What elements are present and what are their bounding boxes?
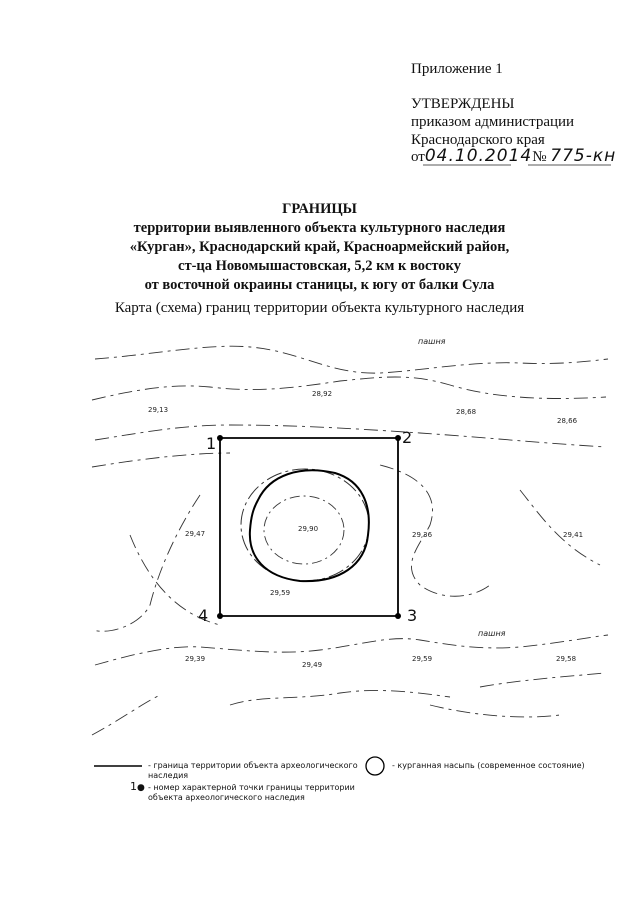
field-label-top: пашня [418,337,446,346]
elevation-mark: 29,59 [412,655,433,663]
boundary-point-1-label: 1 [206,434,217,453]
region-line: Краснодарского края [411,132,545,148]
handwritten-number: 775-кн [550,146,617,166]
legend-point-text-line1: - номер характерной точки границы территории [148,783,355,792]
map-subtitle: Карта (схема) границ территории объекта культурного наследия [114,300,525,316]
elevation-mark: 28,92 [312,390,333,398]
elevation-mark: 28,66 [557,417,578,425]
boundary-point-3-marker [395,613,401,619]
handwritten-date: 04.10.2014 [424,146,533,166]
field-label-right: пашня [478,629,506,638]
boundary-map [0,325,639,745]
legend-point-sample: 1● [130,780,145,793]
title-line-4: ст-ца Новомышастовская, 5,2 км к востоку [178,258,461,274]
legend-boundary-text [148,761,358,781]
contour-lines [92,346,608,735]
approved-label: УТВЕРЖДЕНЫ [411,96,515,112]
title-line-3: «Курган», Краснодарский край, Красноармейский район, [129,239,510,255]
boundary-point-3-label: 3 [407,606,418,625]
elevation-mark: 29,36 [412,531,433,539]
elevation-mark: 28,68 [456,408,477,416]
elevation-mark: 29,90 [298,525,319,533]
date-prefix: от [411,149,425,165]
legend-point-text-line2: объекта археологического наследия [148,793,305,802]
elevation-mark: 29,49 [302,661,323,669]
elevation-marks [148,390,583,669]
boundary-point-4-label: 4 [198,606,209,625]
elevation-mark: 29,41 [563,531,584,539]
boundary-point-4-marker [217,613,223,619]
elevation-mark: 29,59 [270,589,291,597]
boundary-point-1-marker [217,435,223,441]
legend-boundary-text-line2: наследия [148,771,189,780]
boundary-point-2-marker [395,435,401,441]
elevation-mark: 29,58 [556,655,577,663]
elevation-mark: 29,39 [185,655,206,663]
legend-boundary-line [92,760,152,772]
elevation-mark: 29,13 [148,406,169,414]
title-line-2: территории выявленного объекта культурного наследия [133,220,506,236]
legend-mound-text: - курганная насыпь (современное состояние) [392,761,585,770]
boundary-point-2-label: 2 [402,428,413,447]
legend-point-text [148,783,355,803]
date-underline [411,164,621,168]
legend-point-number: 1 [130,780,137,793]
legend-boundary-text-line1: - граница территории объекта археологического [148,761,358,770]
title-line-1: ГРАНИЦЫ [282,201,357,217]
number-prefix: № [532,149,547,165]
legend-mound-icon [362,754,390,778]
title-line-5: от восточной окраины станицы, к югу от балки Сула [144,277,495,293]
elevation-mark: 29,47 [185,530,206,538]
appendix-label: Приложение 1 [411,61,503,77]
order-line: приказом администрации [411,114,575,130]
